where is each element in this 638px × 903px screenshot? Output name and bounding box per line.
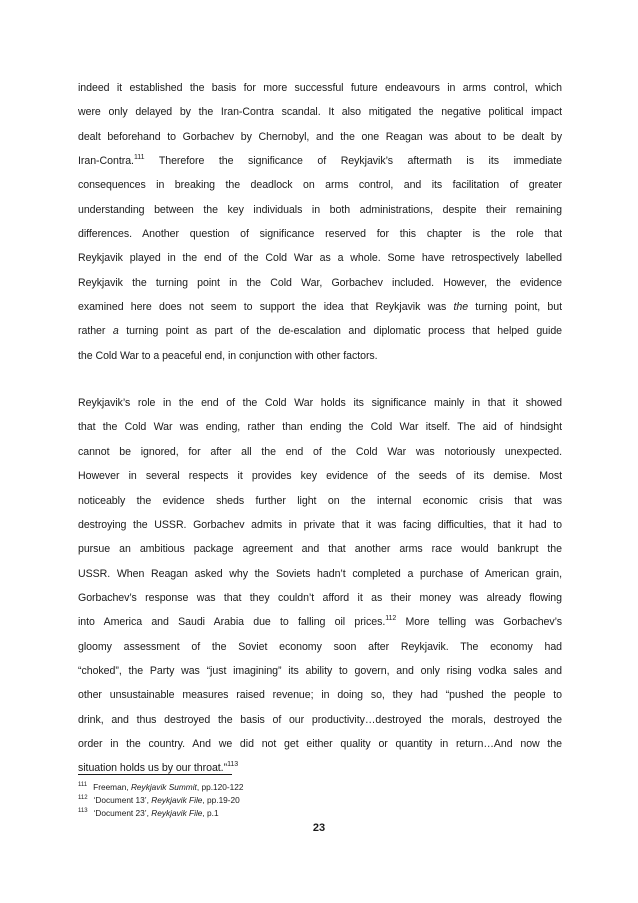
italic-text: Reykjavik Summit xyxy=(130,782,197,792)
text-run: differences. Another question of significance reserved for this chapter is the role that xyxy=(78,228,562,241)
text-run: noticeably the evidence sheds further light on the internal economic crisis that was xyxy=(78,494,562,507)
text-run: Reykjavik played in the end of the Cold War as a whole. Some have retrospectively labelled xyxy=(78,252,562,265)
italic-text: the xyxy=(453,301,469,314)
text-run: examined here does not seem to support the idea that Reykjavik was xyxy=(78,301,454,314)
text-run: ‘Document 23’, xyxy=(93,808,152,818)
body-text xyxy=(78,76,562,781)
text-run: consequences in breaking the deadlock on arms control, and its facilitation of greater xyxy=(78,179,562,192)
footnote-number: 112 xyxy=(78,795,88,802)
page-number: 23 xyxy=(312,822,326,834)
text-line xyxy=(78,76,562,100)
text-line xyxy=(78,100,562,124)
text-line xyxy=(78,440,562,464)
text-run: ‘Document 13’, xyxy=(93,795,152,805)
text-line xyxy=(78,415,562,439)
text-run: dealt beforehand to Gorbachev by Chernobyl, and the one Reagan was about to be dealt by xyxy=(78,130,562,143)
text-line xyxy=(78,246,562,270)
text-run: turning point, but xyxy=(468,301,562,314)
footnote xyxy=(78,781,558,794)
text-line xyxy=(78,344,562,368)
text-run: Freeman, xyxy=(93,782,131,792)
text-line xyxy=(78,464,562,488)
text-run: , pp.120-122 xyxy=(196,782,244,792)
text-run: More telling was Gorbachev’s xyxy=(396,616,562,629)
text-run: Reykjavik’s role in the end of the Cold War holds its significance mainly in that it showed xyxy=(78,397,562,410)
text-run: rather xyxy=(78,325,113,338)
text-line xyxy=(78,683,562,707)
text-line xyxy=(78,708,562,732)
text-line xyxy=(78,173,562,197)
text-run: destroying the USSR. Gorbachev admits in private that it was facing difficulties, that it had to xyxy=(78,518,562,531)
text-line xyxy=(78,319,562,343)
paragraph xyxy=(78,391,562,781)
text-run: Iran-Contra. xyxy=(78,155,134,168)
text-run: cannot be ignored, for after all the end of the Cold War was notoriously unexpected. xyxy=(78,445,562,458)
text-run: , p.1 xyxy=(202,808,219,818)
text-line xyxy=(78,756,562,780)
footnote-separator xyxy=(78,774,232,775)
text-run: , pp.19-20 xyxy=(202,795,240,805)
text-run: USSR. When Reagan asked why the Soviets hadn’t completed a purchase of American grain, xyxy=(78,567,562,580)
text-run: indeed it established the basis for more successful future endeavours in arms control, which xyxy=(78,82,562,94)
text-run: situation holds us by our throat.” xyxy=(78,762,228,775)
text-run: Therefore the significance of Reykjavik’s aftermath is its immediate xyxy=(144,155,562,168)
text-run: However in several respects it provides key evidence of the seeds of its demise. Most xyxy=(78,470,562,483)
text-line xyxy=(78,562,562,586)
text-line xyxy=(78,271,562,295)
text-run: order in the country. And we did not get either quality or quantity in return…And now the xyxy=(78,737,562,750)
text-run: “choked”, the Party was “just imagining” its ability to govern, and only rising vodka sales and xyxy=(78,664,562,677)
text-line xyxy=(78,513,562,537)
text-line xyxy=(78,222,562,246)
text-run: Reykjavik the turning point in the Cold War, Gorbachev included. However, the evidence xyxy=(78,276,562,289)
text-run: pursue an ambitious package agreement and that another arms race would bankrupt the xyxy=(78,543,562,556)
italic-text: Reykjavik File xyxy=(151,795,203,805)
text-line xyxy=(78,295,562,319)
text-line xyxy=(78,732,562,756)
italic-text: Reykjavik File xyxy=(151,808,203,818)
text-line xyxy=(78,198,562,222)
text-line xyxy=(78,391,562,415)
footnote-ref: 113 xyxy=(227,760,239,768)
text-line xyxy=(78,635,562,659)
italic-text: a xyxy=(112,325,119,338)
text-run: other unsustainable measures raised revenue; in doing so, they had “pushed the people to xyxy=(78,689,562,702)
text-run: turning point as part of the de-escalation and diplomatic process that helped guide xyxy=(118,325,562,338)
text-line xyxy=(78,537,562,561)
paragraph-gap xyxy=(78,368,562,391)
text-line xyxy=(78,489,562,513)
footnote-number: 111 xyxy=(78,782,88,789)
text-line xyxy=(78,586,562,610)
footnote xyxy=(78,794,558,807)
text-run: understanding between the key individuals in both administrations, despite their remaining xyxy=(78,203,562,216)
text-run: that the Cold War was ending, rather than ending the Cold War itself. The aid of hindsight xyxy=(78,421,562,434)
text-run: were only delayed by the Iran-Contra scandal. It also mitigated the negative political impact xyxy=(78,106,562,119)
text-line xyxy=(78,149,562,173)
footnote-number: 113 xyxy=(78,808,88,815)
text-line xyxy=(78,125,562,149)
text-line xyxy=(78,659,562,683)
text-run: gloomy assessment of the Soviet economy soon after Reykjavik. The economy had xyxy=(78,640,562,653)
text-run: the Cold War to a peaceful end, in conjunction with other factors. xyxy=(78,349,378,362)
footnote xyxy=(78,807,558,820)
text-run: into America and Saudi Arabia due to falling oil prices. xyxy=(78,616,386,629)
text-line xyxy=(78,610,562,634)
text-run: drink, and thus destroyed the basis of our productivity…destroyed the morals, destroyed the xyxy=(78,713,562,726)
text-run: Gorbachev’s response was that they couldn’t afford it as their money was already flowing xyxy=(78,591,562,604)
paragraph xyxy=(78,76,562,368)
footnote-ref: 112 xyxy=(385,614,397,622)
footnotes xyxy=(78,781,558,820)
footnote-ref: 111 xyxy=(133,153,145,161)
